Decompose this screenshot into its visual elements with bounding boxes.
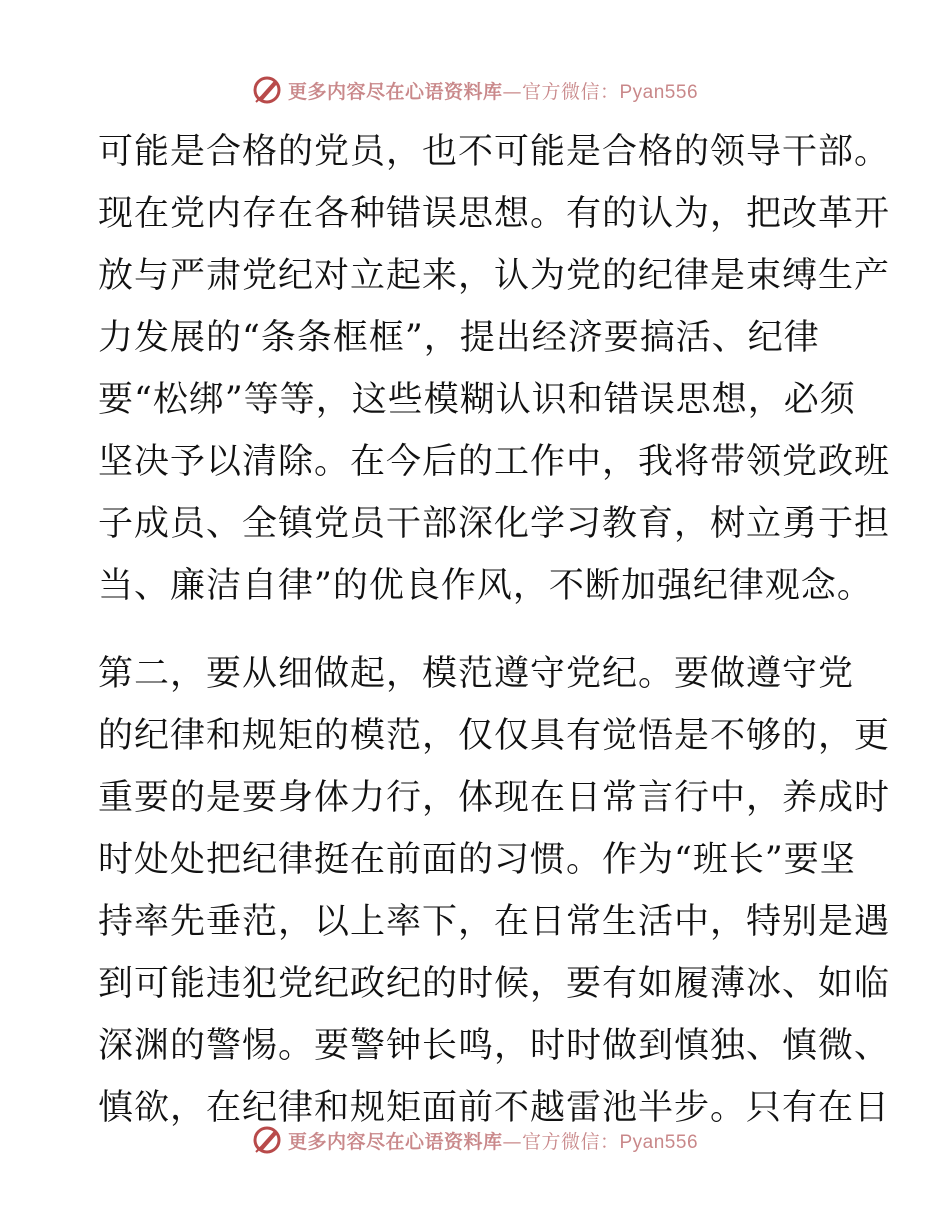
text-line: 第二，要从细做起，模范遵守党纪。要做遵守党 bbox=[98, 654, 855, 694]
quill-pen-icon bbox=[252, 75, 282, 105]
text-line: 持率先垂范，以上率下，在日常生活中，特别是遇 bbox=[98, 902, 891, 942]
text-line: 要“松绑”等等，这些模糊认识和错误思想，必须 bbox=[98, 380, 856, 420]
document-body bbox=[98, 121, 891, 1139]
text-line: 当、廉洁自律”的优良作风，不断加强纪律观念。 bbox=[98, 566, 873, 606]
watermark-wechat-label: 官方微信： bbox=[521, 80, 620, 103]
paragraph-2 bbox=[98, 643, 891, 1139]
text-line: 的纪律和规矩的模范，仅仅具有觉悟是不够的，更 bbox=[98, 716, 891, 756]
text-line: 放与严肃党纪对立起来，认为党的纪律是束缚生产 bbox=[98, 256, 891, 296]
watermark-separator: — bbox=[502, 80, 522, 103]
watermark-wechat-id: Pyan556 bbox=[619, 81, 699, 103]
text-line: 子成员、全镇党员干部深化学习教育，树立勇于担 bbox=[98, 504, 891, 544]
watermark-separator: — bbox=[502, 1130, 522, 1153]
paragraph-gap bbox=[98, 617, 858, 643]
text-line: 可能是合格的党员，也不可能是合格的领导干部。 bbox=[98, 132, 891, 172]
text-line: 坚决予以清除。在今后的工作中，我将带领党政班 bbox=[98, 442, 891, 482]
footer-watermark bbox=[0, 1120, 950, 1160]
quill-pen-icon bbox=[252, 1125, 282, 1155]
watermark-wechat-id: Pyan556 bbox=[619, 1131, 699, 1153]
watermark-main: 更多内容尽在心语资料库 bbox=[287, 1130, 503, 1153]
text-line: 重要的是要身体力行，体现在日常言行中，养成时 bbox=[98, 778, 891, 818]
text-line: 到可能违犯党纪政纪的时候，要有如履薄冰、如临 bbox=[98, 964, 891, 1004]
text-line: 时处处把纪律挺在前面的习惯。作为“班长”要坚 bbox=[98, 840, 856, 880]
watermark-text bbox=[288, 77, 698, 104]
header-watermark bbox=[0, 70, 950, 110]
watermark-text bbox=[288, 1127, 698, 1154]
paragraph-1 bbox=[98, 121, 891, 617]
text-line: 慎欲，在纪律和规矩面前不越雷池半步。只有在日 bbox=[98, 1088, 891, 1128]
watermark-main: 更多内容尽在心语资料库 bbox=[287, 80, 503, 103]
text-line: 力发展的“条条框框”，提出经济要搞活、纪律 bbox=[98, 318, 820, 358]
text-line: 现在党内存在各种错误思想。有的认为，把改革开 bbox=[98, 194, 891, 234]
text-line: 深渊的警惕。要警钟长鸣，时时做到慎独、慎微、 bbox=[98, 1026, 891, 1066]
watermark-wechat-label: 官方微信： bbox=[521, 1130, 620, 1153]
